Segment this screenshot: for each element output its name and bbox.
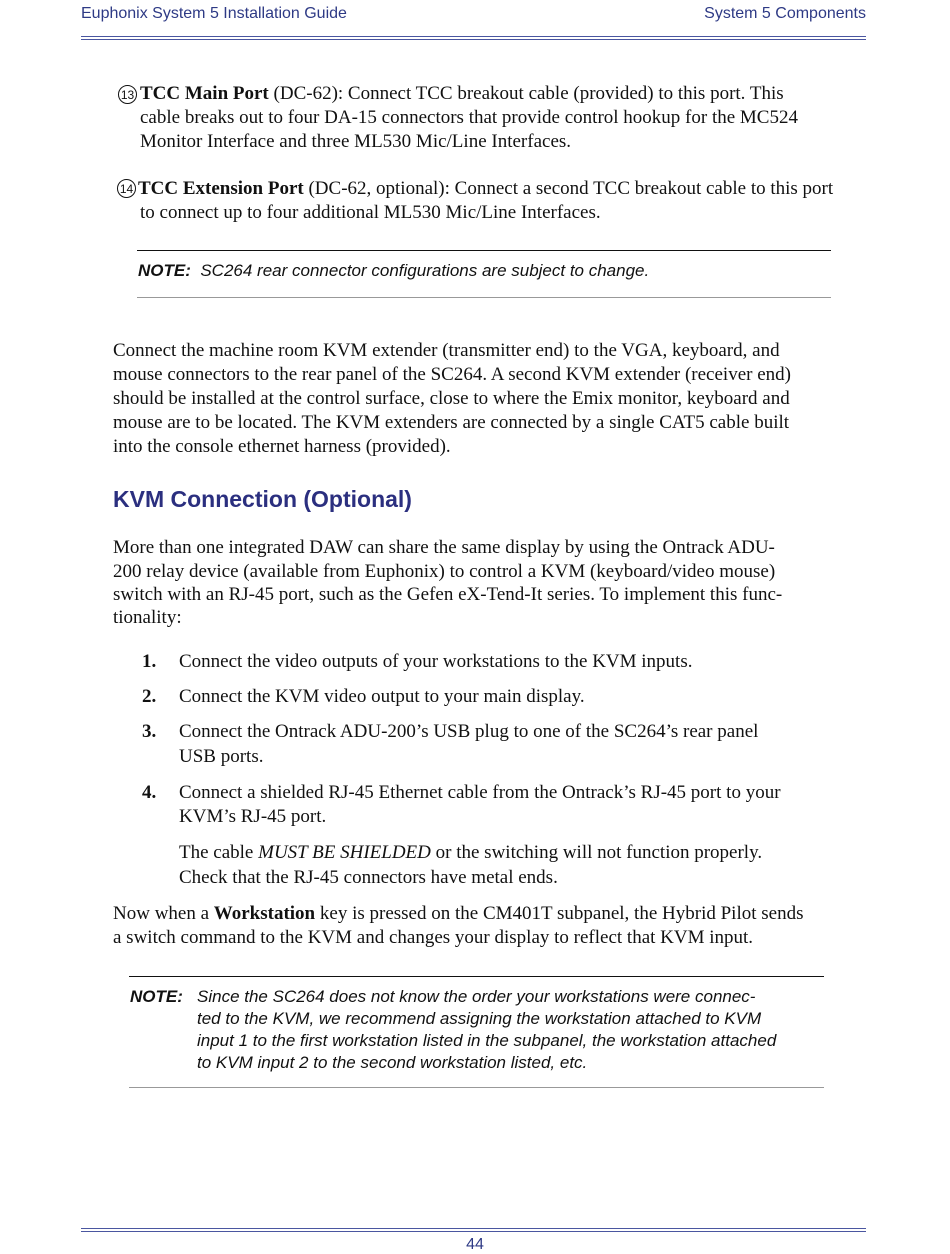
note-1-text: SC264 rear connector configurations are subject to change. [200, 261, 650, 280]
step-text: Connect the KVM video output to your main display. [179, 686, 585, 707]
intro-line-3: switch with an RJ-45 port, such as the Gefen eX-Tend-It series. To implement this func- [113, 584, 783, 605]
cable-note-prefix: The cable [179, 842, 259, 863]
item-14-line-2: to connect up to four additional ML530 Mic/Line Interfaces. [140, 202, 601, 223]
step-text: USB ports. [179, 746, 264, 767]
cable-note-line-1 [179, 841, 829, 865]
note-1 [138, 260, 649, 282]
item-13-line-1 [140, 82, 870, 106]
workstation-paragraph-line-1 [113, 902, 803, 926]
step-number: 1. [142, 651, 157, 672]
page-number: 44 [466, 1236, 484, 1253]
item-13-line-3: Monitor Interface and three ML530 Mic/Line Interfaces. [140, 131, 572, 152]
note-2-line-4: to KVM input 2 to the second workstation listed, etc. [197, 1053, 588, 1072]
step-text: Connect the video outputs of your workstations to the KVM inputs. [179, 651, 693, 672]
step-text: Connect a shielded RJ-45 Ethernet cable from the Ontrack’s RJ-45 port to your [179, 782, 781, 803]
cable-note-line-2: Check that the RJ-45 connectors have metal ends. [179, 867, 558, 888]
item-14-line-1 [138, 177, 868, 201]
callout-number-14: 14 [117, 179, 136, 198]
workstation-suffix: key is pressed on the CM401T subpanel, the Hybrid Pilot sends [315, 903, 804, 924]
running-header-section: System 5 Components [704, 5, 866, 22]
running-header-title: Euphonix System 5 Installation Guide [81, 5, 347, 22]
item-13-text: (DC-62): Connect TCC breakout cable (provided) to this port. This [268, 83, 784, 104]
cable-note-suffix: or the switching will not function properly. [430, 842, 763, 863]
step-number: 3. [142, 721, 157, 742]
step-text: KVM’s RJ-45 port. [179, 806, 327, 827]
kvm-paragraph-line-2: mouse connectors to the rear panel of the SC264. A second KVM extender (receiver end) [113, 364, 791, 385]
callout-number-13: 13 [118, 85, 137, 104]
header-rule [81, 39, 866, 40]
item-13-line-2: cable breaks out to four DA-15 connectors that provide control hookup for the MC524 [140, 107, 798, 128]
section-heading: KVM Connection (Optional) [113, 486, 412, 512]
header-rule [81, 36, 866, 37]
step-number: 4. [142, 782, 157, 803]
note-top-rule [129, 976, 824, 977]
note-bottom-rule [137, 297, 831, 298]
note-bottom-rule [129, 1087, 824, 1088]
footer-rule [81, 1228, 866, 1229]
cable-note-emphasis: MUST BE SHIELDED [258, 842, 431, 863]
workstation-prefix: Now when a [113, 903, 214, 924]
step-number: 2. [142, 686, 157, 707]
workstation-paragraph-line-2: a switch command to the KVM and changes your display to reflect that KVM input. [113, 927, 754, 948]
step-text: Connect the Ontrack ADU-200’s USB plug to one of the SC264’s rear panel [179, 721, 759, 742]
kvm-paragraph-line-1: Connect the machine room KVM extender (transmitter end) to the VGA, keyboard, and [113, 340, 780, 361]
footer-rule [81, 1231, 866, 1232]
workstation-key: Workstation [213, 903, 316, 924]
intro-line-1: More than one integrated DAW can share the same display by using the Ontrack ADU- [113, 537, 775, 558]
note-label: NOTE: [130, 987, 183, 1006]
item-13-title: TCC Main Port [140, 83, 269, 104]
kvm-paragraph-line-3: should be installed at the control surface, close to where the Emix monitor, keyboard and [113, 388, 790, 409]
item-14-text: (DC-62, optional): Connect a second TCC breakout cable to this port [303, 178, 834, 199]
note-2-line-3: input 1 to the first workstation listed in the subpanel, the workstation attached [197, 1031, 777, 1050]
note-2-line-1: Since the SC264 does not know the order your workstations were connec- [197, 987, 756, 1006]
kvm-paragraph-line-4: mouse are to be located. The KVM extenders are connected by a single CAT5 cable built [113, 412, 790, 433]
note-label: NOTE: [138, 261, 191, 280]
note-2-line-2: ted to the KVM, we recommend assigning the workstation attached to KVM [197, 1009, 762, 1028]
note-top-rule [137, 250, 831, 251]
intro-line-4: tionality: [113, 607, 182, 628]
intro-line-2: 200 relay device (available from Euphonix) to control a KVM (keyboard/video mouse) [113, 561, 776, 582]
item-14-title: TCC Extension Port [138, 178, 304, 199]
kvm-paragraph-line-5: into the console ethernet harness (provided). [113, 436, 451, 457]
